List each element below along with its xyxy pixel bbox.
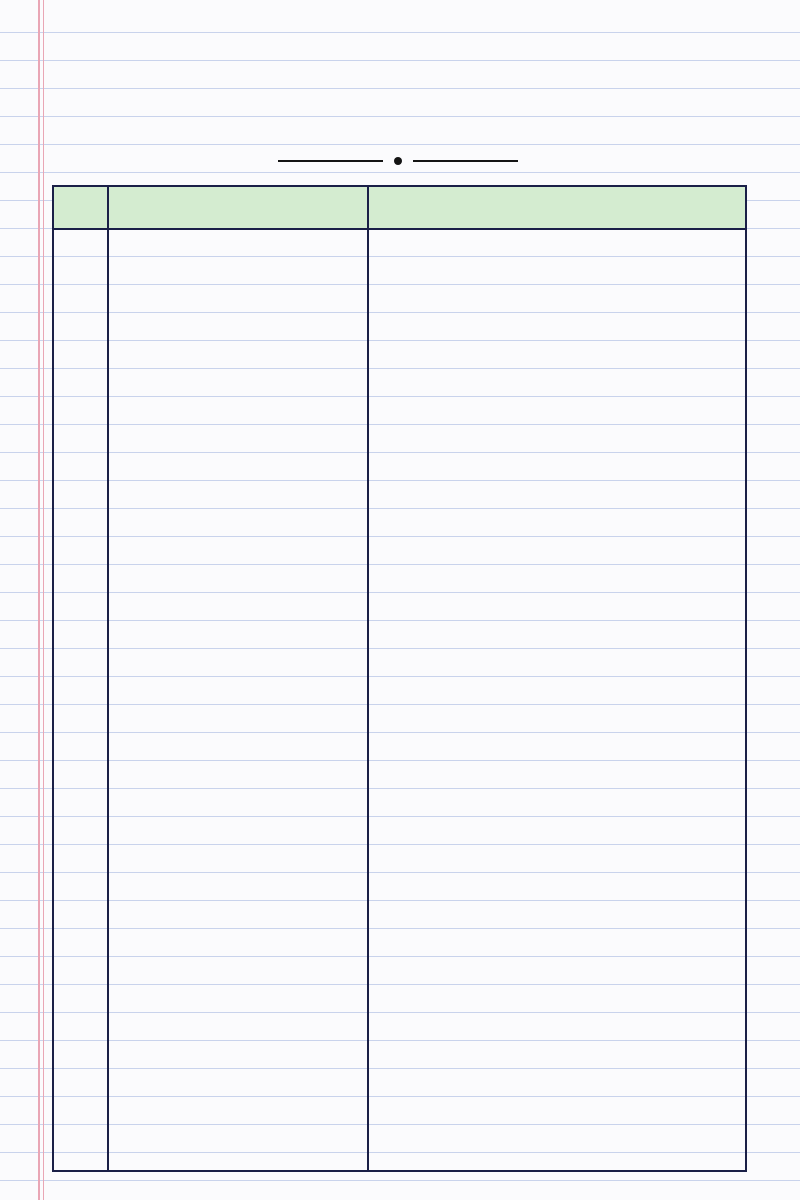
header-region: [369, 187, 747, 228]
title-divider: [278, 157, 518, 165]
names-table: [52, 185, 747, 1172]
page-title: [0, 18, 800, 56]
column-divider-number: [107, 187, 109, 1170]
header-name: [109, 187, 367, 228]
column-divider-name: [367, 187, 369, 1170]
divider-left-bar: [278, 160, 383, 162]
divider-dot: [394, 157, 402, 165]
divider-right-bar: [413, 160, 518, 162]
table-header-row: [54, 187, 745, 230]
